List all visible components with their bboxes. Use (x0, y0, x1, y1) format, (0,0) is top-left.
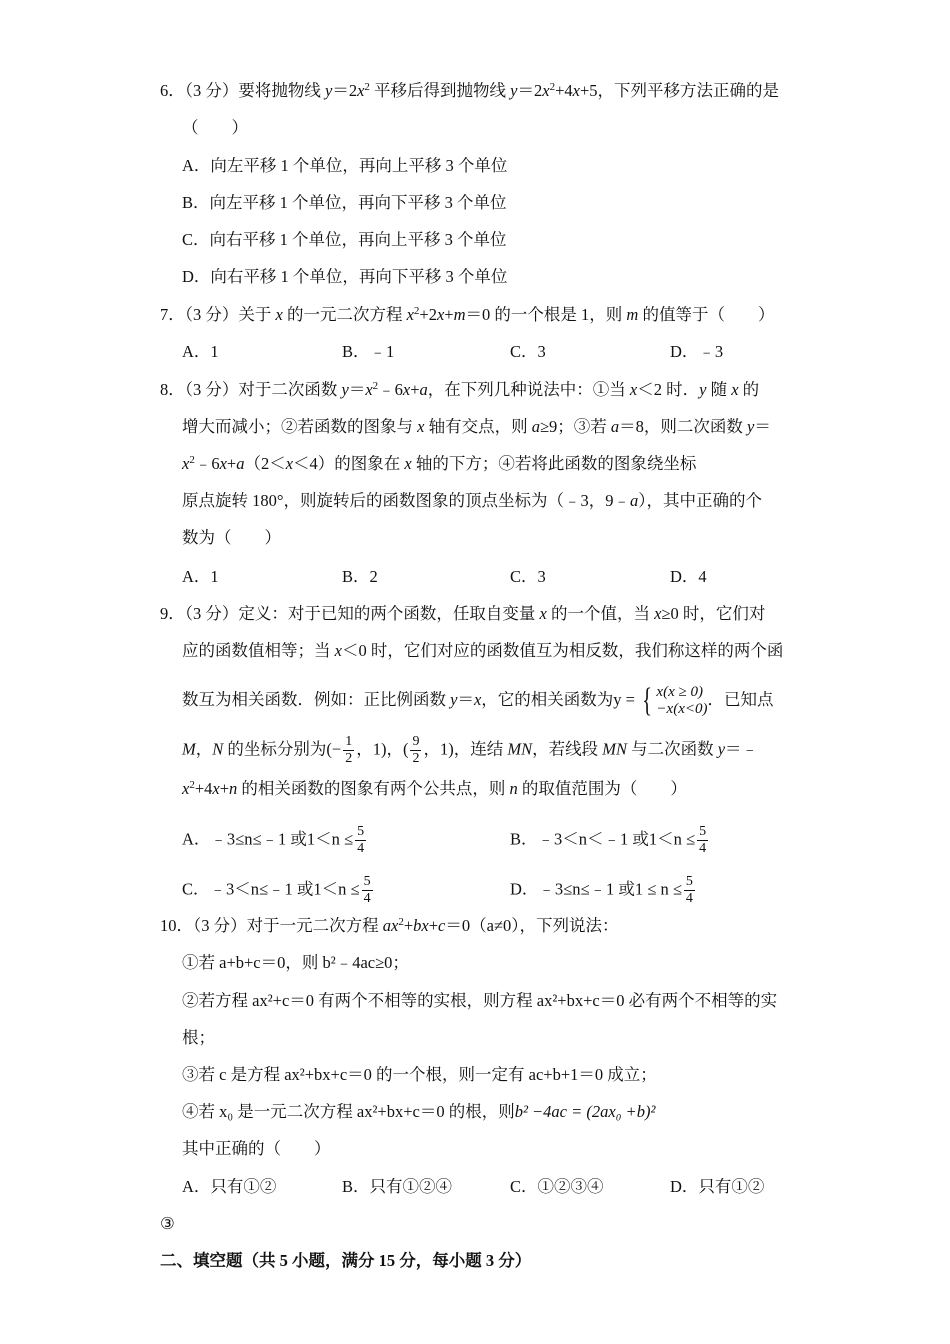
q8-option-c: C．3 (510, 567, 546, 586)
q6-stem: 6．（3 分）要将抛物线 $y=2x^2$ 平移后得到抛物线 $y=2x^2+4x+5$，下列平移方法正确的是 (160, 81, 780, 100)
q8-line-2: 增大而减小；②若函数的图象与 x 轴有交点，则 a≥9；③若 a＝8，则二次函数 y＝ (182, 417, 771, 436)
q10-statement-1: ①若 a+b+c＝0，则 b²﹣4ac≥0； (182, 953, 409, 972)
q8-line-1: 8．（3 分）对于二次函数 $y=x^2﹣6x+a$，在下列几种说法中：①当 x＜2 时．y 随 x 的 (160, 380, 760, 399)
q8-option-a: A．1 (182, 567, 219, 586)
fraction-nine-halves: $\frac{9}{2}$ (412, 734, 420, 766)
q9-line-3: 数互为相关函数．例如：正比例函数 y＝x，它的相关函数为y = { x(x ≥ 0) −x(x<0) ．已知点 (182, 682, 774, 719)
q9-option-d: D．﹣3≤n≤﹣1 或1 ≤ n ≤ $\frac{5}{4}$ (510, 874, 693, 906)
q9-option-c: C．﹣3＜n≤﹣1 或1＜n ≤ $\frac{5}{4}$ (182, 874, 371, 906)
q9-option-a: A．﹣3≤n≤﹣1 或1＜n ≤ $\frac{5}{4}$ (182, 824, 365, 856)
q7-option-a: A．1 (182, 342, 219, 361)
q10-option-d-wrap: ③ (160, 1214, 175, 1233)
q10-option-c: C．①②③④ (510, 1177, 604, 1196)
q9-line-5: $x^2+4x+n$ 的相关函数的图象有两个公共点，则 n 的取值范围为（ ） (182, 779, 687, 798)
q7-stem: 7．（3 分）关于 x 的一元二次方程 $x^2+2x+m=0$ 的一个根是 1，则 m 的值等于（ ） (160, 305, 775, 324)
q10-option-b: B．只有①②④ (342, 1177, 453, 1196)
q10-line-1: 10．（3 分）对于一元二次方程 $ax^2+bx+c=0(a\ne 0)$，下列说法： (160, 916, 619, 935)
q10-option-d: D．只有①② (670, 1177, 765, 1196)
q6-option-d: D．向右平移 1 个单位，再向下平移 3 个单位 (182, 267, 508, 286)
q6-option-c: C．向右平移 1 个单位，再向上平移 3 个单位 (182, 230, 507, 249)
q10-statement-3: ③若 c 是方程 ax²+bx+c＝0 的一个根，则一定有 ac+b+1＝0 成立； (182, 1065, 657, 1084)
q9-line-4: M，N 的坐标分别为(− $\frac{1}{2}$ ，1)，( $\frac{9}{2}$ ，1)，连结 MN，若线段 MN 与二次函数 y＝﹣ (182, 734, 759, 766)
q9-line-2: 应的函数值相等；当 x＜0 时，它们对应的函数值互为相反数，我们称这样的两个函 (182, 641, 784, 660)
q10-ask: 其中正确的（ ） (182, 1139, 331, 1158)
q9-line-1: 9．（3 分）定义：对于已知的两个函数，任取自变量 x 的一个值，当 x≥0 时，它们对 (160, 604, 766, 623)
q7-option-b: B．﹣1 (342, 342, 395, 361)
q8-line-4: 原点旋转 180°，则旋转后的函数图象的顶点坐标为（﹣3，9﹣a），其中正确的个 (182, 491, 762, 510)
q8-line-3: $x^2﹣6x+a(2<x<4)$的图象在 x 轴的下方；④若将此函数的图象绕坐标 (182, 454, 697, 473)
q8-line-5: 数为（ ） (182, 528, 281, 547)
q7-option-d: D．﹣3 (670, 342, 724, 361)
q6-option-b: B．向左平移 1 个单位，再向下平移 3 个单位 (182, 193, 507, 212)
section-2-heading: 二、填空题（共 5 小题，满分 15 分，每小题 3 分） (160, 1251, 532, 1270)
q8-option-d: D．4 (670, 567, 707, 586)
q6-option-a: A．向左平移 1 个单位，再向上平移 3 个单位 (182, 156, 508, 175)
q6-paren: （ ） (182, 118, 248, 137)
q10-option-a: A．只有①② (182, 1177, 277, 1196)
q8-option-b: B．2 (342, 567, 378, 586)
q10-statement-2: ②若方程 ax²+c＝0 有两个不相等的实根，则方程 ax²+bx+c＝0 必有两个不相等的实 (182, 991, 778, 1010)
fraction-one-half: $\frac{1}{2}$ (345, 734, 353, 766)
q10-statement-4: ④若 x₀ 是一元二次方程 ax²+bx+c＝0 的根，则b² −4ac = (2ax₀ +b)² (182, 1102, 656, 1121)
piecewise-function: { x(x ≥ 0) −x(x<0) (642, 682, 708, 719)
q9-option-b: B．﹣3＜n＜﹣1 或1＜n ≤ $\frac{5}{4}$ (510, 824, 707, 856)
q7-option-c: C．3 (510, 342, 546, 361)
q10-statement-2-wrap: 根； (182, 1028, 215, 1047)
